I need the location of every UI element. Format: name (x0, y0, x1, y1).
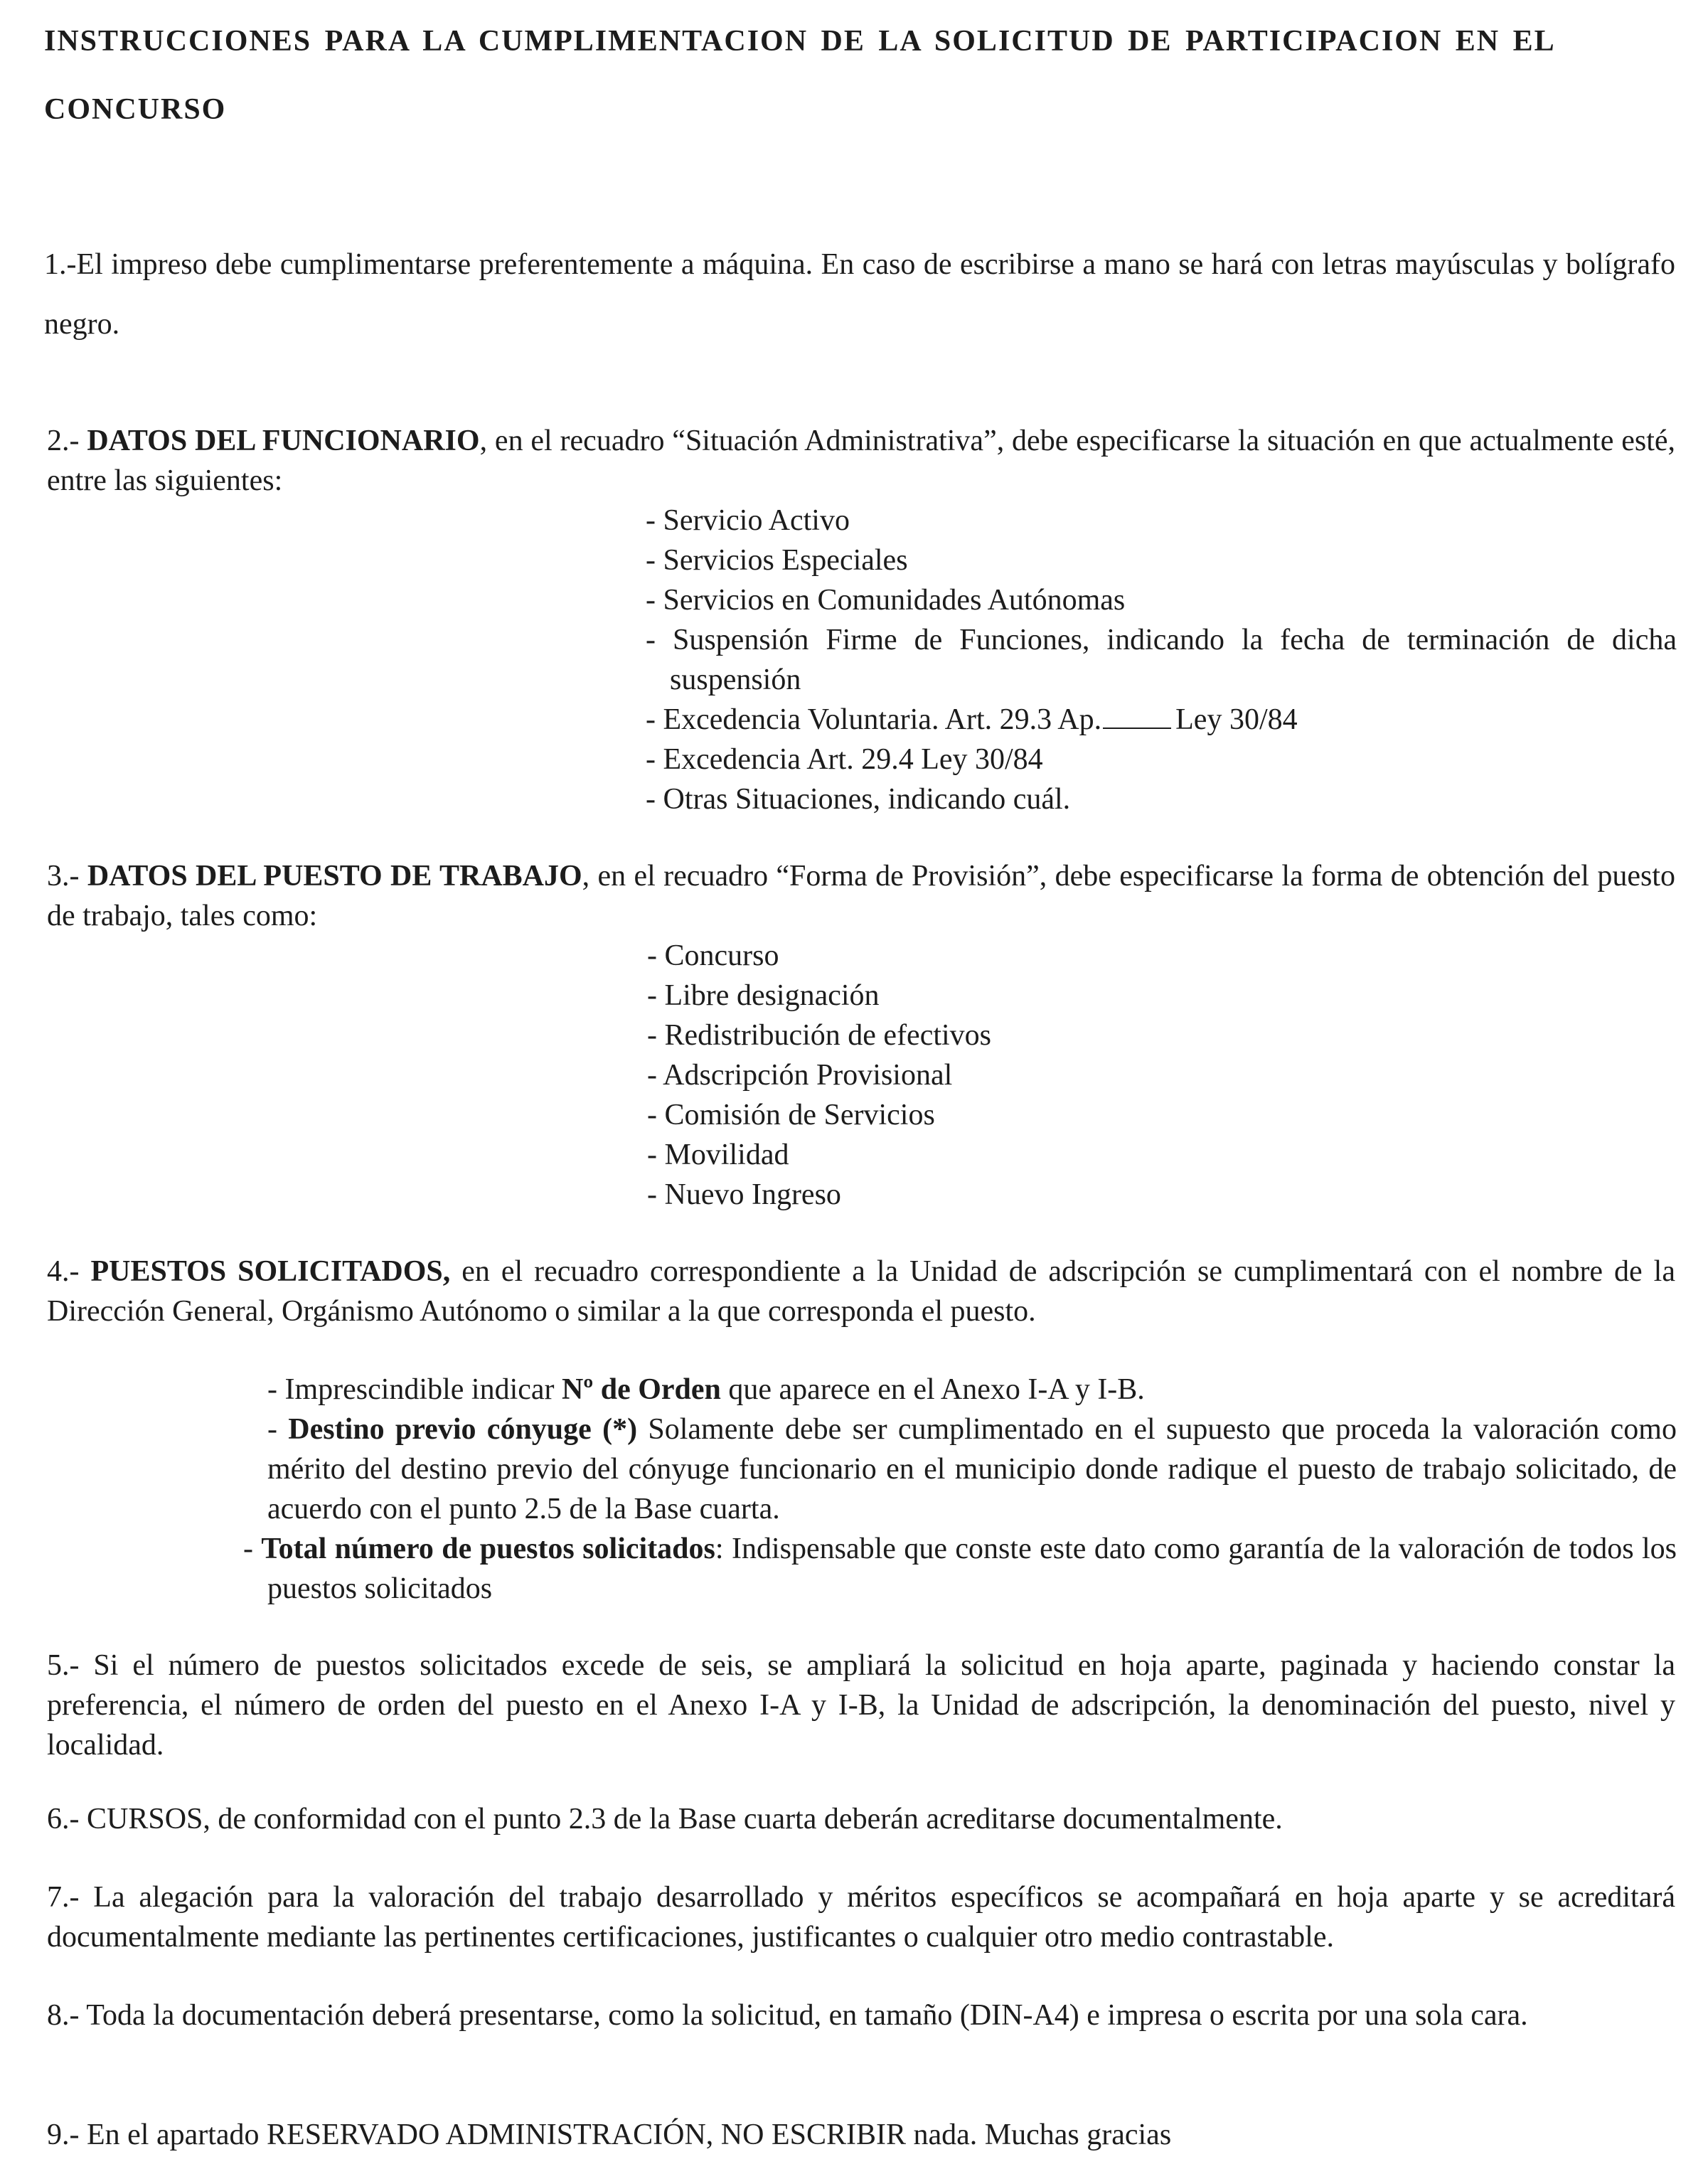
instruction-3 (47, 856, 1675, 936)
list-item-bold: Total número de puestos solicitados (261, 1533, 715, 1565)
instruction-2 (47, 421, 1675, 501)
list-item (646, 700, 1677, 740)
list-item: - Libre designación (647, 979, 880, 1012)
instruction-3-text: , en el recuadro “Forma de Provisión”, debe especificarse la forma de obtención del puesto de trabajo, tales como: (47, 860, 1675, 932)
situacion-administrativa-list (646, 501, 1677, 819)
instruction-6: 6.- CURSOS, de conformidad con el punto 2.3 de la Base cuarta deberán acreditarse documentalmente. (47, 1803, 1283, 1835)
instruction-4-heading: PUESTOS SOLICITADOS, (90, 1255, 451, 1288)
list-item (243, 1529, 1677, 1609)
list-item: - Suspensión Firme de Funciones, indicando la fecha de terminación de dicha suspensión (646, 624, 1677, 696)
list-item: - Concurso (647, 939, 779, 972)
blank-line (1103, 700, 1171, 729)
document-title: INSTRUCCIONES PARA LA CUMPLIMENTACION DE LA SOLICITUD DE PARTICIPACION EN EL CONCURSO (44, 25, 1554, 126)
list-item-bold: Destino previo cónyuge (*) (288, 1413, 638, 1446)
instruction-3-heading: DATOS DEL PUESTO DE TRABAJO (87, 860, 582, 892)
list-item (267, 1370, 1677, 1410)
list-item: - Excedencia Art. 29.4 Ley 30/84 (646, 743, 1043, 776)
instruction-2-heading: DATOS DEL FUNCIONARIO (87, 425, 480, 457)
instruction-8: 8.- Toda la documentación deberá presentarse, como la solicitud, en tamaño (DIN-A4) e impresa o escrita por una sola cara. (47, 1999, 1528, 2032)
list-item-text: que aparece en el Anexo I-A y I-B. (720, 1373, 1145, 1406)
list-item: - Otras Situaciones, indicando cuál. (646, 783, 1071, 816)
list-item-text: - Imprescindible indicar (267, 1373, 562, 1406)
instruction-7: 7.- La alegación para la valoración del trabajo desarrollado y méritos específicos se acompañará en hoja aparte y se acreditará documentalmente mediante las pertinentes certificaciones, justificantes o cualquier otro medio contrastable. (47, 1881, 1675, 1954)
instruction-4-number: 4.- (47, 1255, 91, 1288)
list-item-text: - (243, 1533, 262, 1565)
list-item: - Adscripción Provisional (647, 1059, 953, 1092)
list-item: - Servicios Especiales (646, 544, 908, 577)
list-item-bold: Nº de Orden (562, 1373, 721, 1406)
list-item: - Movilidad (647, 1139, 789, 1171)
forma-provision-list (647, 936, 1678, 1215)
list-item (267, 1410, 1677, 1529)
instruction-5: 5.- Si el número de puestos solicitados excede de seis, se ampliará la solicitud en hoja aparte, paginada y haciendo constar la preferencia, el número de orden del puesto en el Anexo I-A y I-B, la Unidad de adscripción, la denominación del puesto, nivel y localidad. (47, 1649, 1675, 1762)
instruction-3-number: 3.- (47, 860, 87, 892)
instruction-2-text: , en el recuadro “Situación Administrativa”, debe especificarse la situación en que actualmente esté, entre las siguientes: (47, 425, 1675, 497)
instruction-2-number: 2.- (47, 425, 87, 457)
list-item-text: Solamente debe ser cumplimentado en el supuesto que proceda la valoración como mérito del destino previo del cónyuge funcionario en el municipio donde radique el puesto de trabajo solicitado, de acuerdo con el punto 2.5 de la Base cuarta. (267, 1413, 1677, 1525)
list-item: - Nuevo Ingreso (647, 1178, 841, 1211)
instruction-1: 1.-El impreso debe cumplimentarse preferentemente a máquina. En caso de escribirse a mano se hará con letras mayúsculas y bolígrafo negro. (44, 248, 1675, 341)
instruction-4-text: en el recuadro correspondiente a la Unidad de adscripción se cumplimentará con el nombre de la Dirección General, Orgánismo Autónomo o similar a la que corresponda el puesto. (47, 1255, 1675, 1328)
instruction-4 (47, 1252, 1675, 1331)
instruction-9: 9.- En el apartado RESERVADO ADMINISTRACIÓN, NO ESCRIBIR nada. Muchas gracias (47, 2119, 1172, 2151)
puestos-solicitados-list (243, 1370, 1677, 1609)
list-item-text: Ley 30/84 (1175, 703, 1298, 736)
list-item: - Servicio Activo (646, 504, 850, 537)
list-item: - Comisión de Servicios (647, 1099, 935, 1131)
list-item-text: : Indispensable que conste este dato como garantía de la valoración de todos los puestos solicitados (267, 1533, 1677, 1605)
list-item: - Servicios en Comunidades Autónomas (646, 584, 1126, 617)
list-item-text: - Excedencia Voluntaria. Art. 29.3 Ap. (646, 703, 1102, 736)
list-item: - Redistribución de efectivos (647, 1019, 992, 1052)
list-item-text: - (267, 1413, 289, 1446)
